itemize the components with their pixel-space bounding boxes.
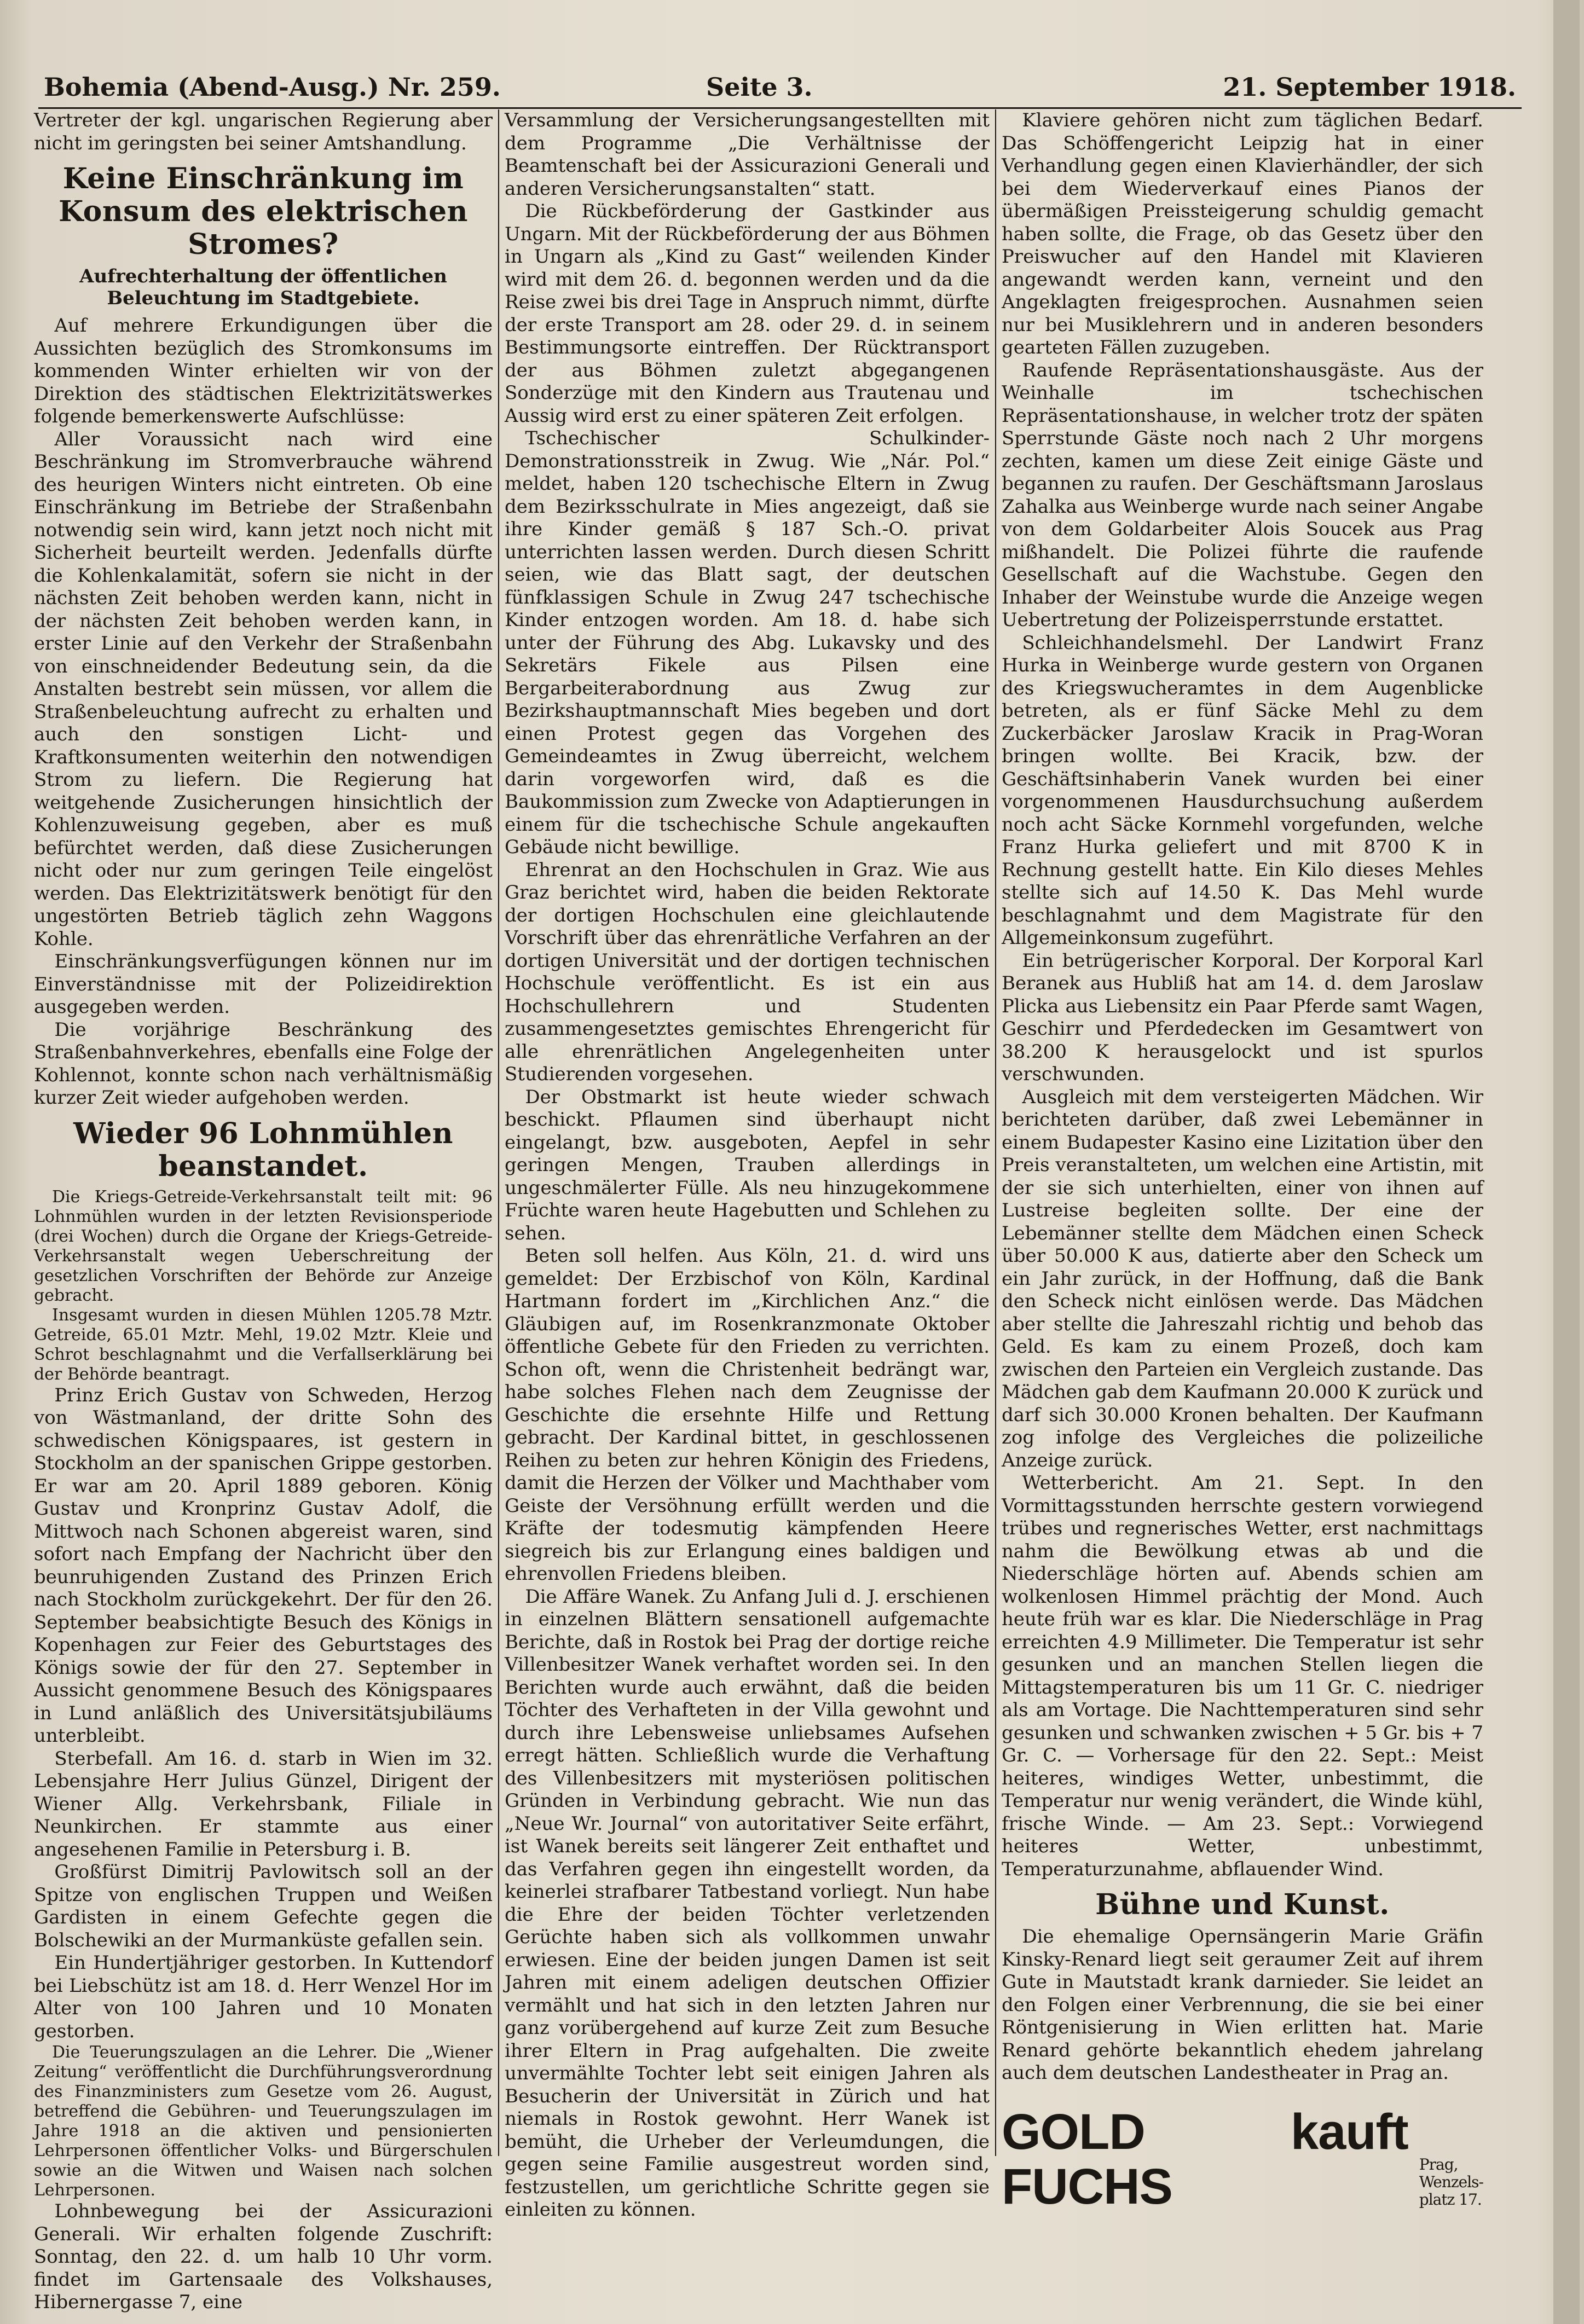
article-headline: Wieder 96 Lohnmühlen beanstandet.	[73, 1116, 453, 1183]
advertisement	[1002, 2105, 1483, 2214]
paragraph: Die ehemalige Opernsängerin Marie Gräfin Kinsky-Renard liegt seit geraumer Zeit auf ihrem Gute in Mautstadt krank darnieder. Sie leidet an den Folgen einer Verbrennung, die sie bei einer Röntgenisierung in Wien erlitten hat. Marie Renard gehörte bekanntlich ehedem jahrelang auch dem deutschen Landestheater in Prag an.	[1002, 1926, 1483, 2084]
paragraph: Lohnbewegung bei der Assicurazioni Generali. Wir erhalten folgende Zuschrift: Sonntag, den 22. d. um halb 10 Uhr vorm. findet im Gartensaale des Volkshauses, Hibernergasse 7, eine	[34, 2200, 493, 2313]
paragraph: Ausgleich mit dem versteigerten Mädchen. Wir berichteten darüber, daß zwei Lebemänner in einem Budapester Kasino eine Lizitation über den Preis veranstalteten, um welchen eine Artistin, mit der sie sich unterhielten, einer von ihnen auf Lustreise begleiten sollte. Der eine der Lebemänner stellte dem Mädchen einen Scheck über 50.000 K aus, datierte aber den Scheck um ein Jahr zurück, in der Hoffnung, daß die Bank den Scheck nicht einlösen werde. Das Mädchen aber stellte die Jahreszahl richtig und behob das Geld. Es kam zu einem Prozeß, doch kam zwischen den Parteien ein Vergleich zustande. Das Mädchen gab dem Kaufmann 20.000 K zurück und darf sich 30.000 Kronen behalten. Der Kaufmann zog infolge des Vergleiches die polizeiliche Anzeige zurück.	[1002, 1086, 1483, 1471]
advertisement-address	[1419, 2156, 1483, 2209]
paragraph: Ein betrügerischer Korporal. Der Korporal Karl Beranek aus Hubliß hat am 14. d. dem Jaroslaw Plicka aus Liebensitz ein Paar Pferde samt Wagen, Geschirr und Pferdedecken im Gesamtwert von 38.200 K herausgelockt und ist spurlos verschwunden.	[1002, 949, 1483, 1085]
paragraph: Klaviere gehören nicht zum täglichen Bedarf. Das Schöffengericht Leipzig hat in einer Verhandlung gegen einen Klavierhändler, der sich bei dem Wiederverkauf eines Pianos der übermäßigen Preissteigerung schuldig gemacht haben sollte, die Frage, ob das Gesetz über den Preiswucher auf den Handel mit Klavieren angewandt werden kann, verneint und den Angeklagten freigesprochen. Ausnahmen seien nur bei Musiklehrern und in anderen besonders gearteten Fällen zuzugeben.	[1002, 109, 1483, 358]
column-2	[505, 109, 990, 2221]
paragraph: Die Rückbeförderung der Gastkinder aus Ungarn. Mit der Rückbeförderung der aus Böhmen in Ungarn als „Kind zu Gast“ weilenden Kinder wird mit dem 26. d. begonnen werden und da die Reise zwei bis drei Tage in Anspruch nimmt, dürfte der erste Transport am 28. oder 29. d. in seinem Bestimmungsorte eintreffen. Der Rücktransport der aus Böhmen zuletzt abgegangenen Sonderzüge mit den Kindern aus Trautenau und Aussig wird erst zu einer späteren Zeit erfolgen.	[505, 200, 990, 427]
paragraph: Ehrenrat an den Hochschulen in Graz. Wie aus Graz berichtet wird, haben die beiden Rektorate der dortigen Hochschulen eine gleichlautende Vorschrift über das ehrenrätliche Verfahren an der dortigen Universität und der dortigen technischen Hochschule veröffentlicht. Es ist ein aus Hochschullehrern und Studenten zusammengesetztes gemischtes Ehrengericht für alle ehrenrätlichen Angelegenheiten unter Studierenden vorgesehen.	[505, 859, 990, 1085]
paragraph: Die vorjährige Beschränkung des Straßenbahnverkehres, ebenfalls eine Folge der Kohlennot, konnte schon nach verhältnismäßig kurzer Zeit wieder aufgehoben werden.	[34, 1018, 493, 1109]
paragraph: Versammlung der Versicherungsangestellten mit dem Programme „Die Verhältnisse der Beamtenschaft bei der Assicurazioni Generali und anderen Versicherungsanstalten“ statt.	[505, 109, 990, 200]
address-line: Wenzels-	[1419, 2172, 1483, 2191]
section-headline: Bühne und Kunst.	[1095, 1888, 1390, 1921]
column-divider-1	[498, 109, 499, 2156]
paragraph: Der Obstmarkt ist heute wieder schwach beschickt. Pflaumen sind überhaupt nicht eingelangt, bzw. ausgeboten, Aepfel in sehr geringen Mengen, Trauben allerdings in ungeschmälerter Fülle. Als neu hinzugekommene Früchte waren heute Hagebutten und Schlehen zu sehen.	[505, 1086, 990, 1244]
paragraph: Insgesamt wurden in diesen Mühlen 1205.78 Mztr. Getreide, 65.01 Mztr. Mehl, 19.02 Mztr. Kleie und Schrot beschlagnahmt und die Verfallserklärung bei der Behörde beantragt.	[34, 1305, 493, 1384]
address-line: platz 17.	[1419, 2190, 1482, 2209]
paragraph: Ein Hundertjähriger gestorben. In Kuttendorf bei Liebschütz ist am 18. d. Herr Wenzel Hor im Alter von 100 Jahren und 10 Monaten gestorben.	[34, 1952, 493, 2042]
paragraph: Sterbefall. Am 16. d. starb in Wien im 32. Lebensjahre Herr Julius Günzel, Dirigent der Wiener Allg. Verkehrsbank, Filiale in Neunkirchen. Er stammte aus einer angesehenen Familie in Petersburg i. B.	[34, 1747, 493, 1861]
article-subheadline: Aufrechterhaltung der öffentlichen Beleuchtung im Stadtgebiete.	[79, 265, 447, 309]
paragraph: Die Affäre Wanek. Zu Anfang Juli d. J. erschienen in einzelnen Blättern sensationell aufgemachte Berichte, daß in Rostok bei Prag der dortige reiche Villenbesitzer Wanek verhaftet worden sei. In den Berichten wurde auch erwähnt, daß die beiden Töchter des Verhafteten in der Villa gewohnt und durch ihre Lebensweise unliebsames Aufsehen erregt hätten. Schließlich wurde die Verhaftung des Villenbesitzers mit mysteriösen politischen Gründen in Verbindung gebracht. Wie nun das „Neue Wr. Journal“ von autoritativer Seite erfährt, ist Wanek bereits seit längerer Zeit enthaftet und das Verfahren gegen ihn eingestellt worden, da keinerlei strafbarer Tatbestand vorliegt. Nun habe die Ehre der beiden Töchter verletzenden Gerüchte haben sich als vollkommen unwahr erwiesen. Eine der beiden jungen Damen ist seit Jahren mit einem adeligen deutschen Offizier vermählt und hat sich in den letzten Jahren nur ganz vorübergehend auf kurze Zeit zum Besuche ihrer Eltern in Prag aufgehalten. Die zweite unvermählte Tochter lebt seit einigen Jahren als Besucherin der Universität in Zürich und hat niemals in Rostok gewohnt. Herr Wanek ist bemüht, die Urheber der Verleumdungen, die gegen seine Familie ausgestreut worden sind, festzustellen, um gerichtliche Schritte gegen sie einleiten zu können.	[505, 1585, 990, 2221]
address-line: Prag,	[1419, 2155, 1458, 2174]
paragraph: Schleichhandelsmehl. Der Landwirt Franz Hurka in Weinberge wurde gestern von Organen des Kriegswucheramtes in dem Augenblicke betreten, als er fünf Säcke Mehl zu dem Zuckerbäcker Jaroslaw Kracik in Prag-Woran bringen wollte. Bei Kracik, bzw. der Geschäftsinhaberin Vanek wurden bei einer vorgenommenen Hausdurchsuchung außerdem noch acht Säcke Kornmehl vorgefunden, welche Franz Hurka geliefert und mit 8700 K in Rechnung gestellt hatte. Ein Kilo dieses Mehles stellte sich auf 14.50 K. Das Mehl wurde beschlagnahmt und dem Magistrate für den Allgemeinkonsum zugeführt.	[1002, 631, 1483, 949]
paragraph: Vertreter der kgl. ungarischen Regierung aber nicht im geringsten bei seiner Amtshandlung.	[34, 109, 493, 154]
page-header	[33, 61, 1522, 111]
paragraph: Prinz Erich Gustav von Schweden, Herzog von Wästmanland, der dritte Sohn des schwedischen Königspaares, ist gestern in Stockholm an der spanischen Grippe gestorben. Er war am 20. April 1889 geboren. König Gustav und Kronprinz Gustav Adolf, die Mittwoch nach Schonen abgereist waren, sind sofort nach Empfang der Nachricht über den beunruhigenden Zustand des Prinzen Erich nach Stockholm zurückgekehrt. Der für den 26. September beabsichtigte Besuch des Königs in Kopenhagen zur Feier des Geburtstages des Königs sowie der für den 27. September in Aussicht genommene Besuch des Königspaares in Lund anläßlich des Universitätsjubiläums unterbleibt.	[34, 1384, 493, 1747]
paragraph: Aller Voraussicht nach wird eine Beschränkung im Stromverbrauche während des heurigen Winters nicht eintreten. Ob eine Einschränkung im Betriebe der Straßenbahn notwendig sein wird, kann jetzt noch nicht mit Sicherheit beurteilt werden. Jedenfalls dürfte die Kohlenkalamität, sofern sie nicht in der nächsten Zeit behoben werden kann, nicht in der nächsten Zeit behoben werden kann, in erster Linie auf den Verkehr der Straßenbahn von einschneidender Bedeutung sein, da die Anstalten bestrebt sein müssen, vor allem die Straßenbeleuchtung aufrecht zu erhalten und auch den sonstigen Licht- und Kraftkonsumenten weiterhin den notwendigen Strom zu liefern. Die Regierung hat weitgehende Zusicherungen hinsichtlich der Kohlenzuweisung gegeben, aber es muß befürchtet werden, daß diese Zusicherungen nicht oder nur zum geringen Teile eingelöst werden. Das Elektrizitätswerk benötigt für den ungestörten Betrieb täglich zehn Waggons Kohle.	[34, 428, 493, 950]
header-edition: Bohemia (Abend-Ausg.) Nr. 259.	[44, 72, 501, 102]
paragraph: Die Teuerungszulagen an die Lehrer. Die „Wiener Zeitung“ veröffentlicht die Durchführungsverordnung des Finanzministers zum Gesetze vom 26. August, betreffend die Gebühren- und Teuerungszulagen im Jahre 1918 an die aktiven und pensionierten Lehrpersonen öffentlicher Volks- und Bürgerschulen sowie an die Witwen und Waisen nach solchen Lehrpersonen.	[34, 2043, 493, 2200]
article-headline: Keine Einschränkung im Konsum des elektrischen Stromes?	[59, 162, 468, 261]
paragraph: Raufende Repräsentationshausgäste. Aus der Weinhalle im tschechischen Repräsentationshause, in welcher trotz der späten Sperrstunde Gäste noch nach 2 Uhr morgens zechten, kamen um diese Zeit einige Gäste und begannen zu raufen. Der Geschäftsmann Jaroslaus Zahalka aus Weinberge wurde nach seiner Angabe von dem Goldarbeiter Alois Soucek aus Prag mißhandelt. Die Polizei führte die raufende Gesellschaft auf die Wachstube. Gegen den Inhaber der Weinstube wurde die Anzeige wegen Uebertretung der Polizeisperrstunde erstattet.	[1002, 359, 1483, 631]
column-1	[34, 109, 493, 2313]
paragraph: Großfürst Dimitrij Pavlowitsch soll an der Spitze von englischen Truppen und Weißen Gardisten in einem Gefechte gegen die Bolschewiki an der Murmanküste gefallen sein.	[34, 1861, 493, 1951]
column-3	[1002, 109, 1483, 2215]
binding-edge	[1553, 0, 1580, 2324]
advertisement-title: GOLD kauft FUCHS	[1002, 2103, 1408, 2215]
header-rule	[38, 107, 1522, 109]
paragraph: Wetterbericht. Am 21. Sept. In den Vormittagsstunden herrschte gestern vorwiegend trübes und regnerisches Wetter, erst nachmittags nahm die Bewölkung etwas ab und die Niederschläge hörten auf. Abends schien am wolkenlosen Himmel prächtig der Mond. Auch heute früh war es klar. Die Niederschläge in Prag erreichten 4.9 Millimeter. Die Temperatur ist sehr gesunken und an manchen Stellen liegen die Mittagstemperaturen bis um 11 Gr. C. niedriger als am Vortage. Die Nachttemperaturen sind sehr gesunken und schwanken zwischen + 5 Gr. bis + 7 Gr. C. — Vorhersage für den 22. Sept.: Meist heiteres, windiges Wetter, unbestimmt, die Temperatur nur wenig verändert, die Winde kühl, frische Winde. — Am 23. Sept.: Vorwiegend heiteres Wetter, unbestimmt, Temperaturzunahme, abflauender Wind.	[1002, 1472, 1483, 1880]
header-date: 21. September 1918.	[1223, 72, 1516, 102]
paragraph: Tschechischer Schulkinder-Demonstrationsstreik in Zwug. Wie „Nár. Pol.“ meldet, haben 120 tschechische Eltern in Zwug dem Bezirksschulrate in Mies angezeigt, daß sie ihre Kinder gemäß § 187 Sch.-O. privat unterrichten lassen werden. Durch diesen Schritt seien, wie das Blatt sagt, der deutschen fünfklassigen Schule in Zwug 247 tschechische Kinder entzogen worden. Am 18. d. habe sich unter der Führung des Abg. Lukavsky und des Sekretärs Fikele aus Pilsen eine Bergarbeiterabordnung aus Zwug zur Bezirkshauptmannschaft Mies begeben und dort einen Protest gegen das Vorgehen des Gemeindeamtes in Zwug überreicht, welchem darin vorgeworfen wird, daß es die Baukommission zum Zwecke von Adaptierungen in einem für die tschechische Schule angekauften Gebäude nicht bewillige.	[505, 427, 990, 858]
paragraph: Die Kriegs-Getreide-Verkehrsanstalt teilt mit: 96 Lohnmühlen wurden in der letzten Revisionsperiode (drei Wochen) durch die Organe der Kriegs-Getreide-Verkehrsanstalt wegen Ueberschreitung der gesetzlichen Vorschriften der Behörde zur Anzeige gebracht.	[34, 1187, 493, 1305]
column-divider-2	[995, 109, 996, 2156]
paragraph: Einschränkungsverfügungen können nur im Einverständnisse mit der Polizeidirektion ausgegeben werden.	[34, 951, 493, 1018]
paragraph: Auf mehrere Erkundigungen über die Aussichten bezüglich des Stromkonsums im kommenden Winter erhielten wir von der Direktion des städtischen Elektrizitätswerkes folgende bemerkenswerte Aufschlüsse:	[34, 315, 493, 427]
paragraph: Beten soll helfen. Aus Köln, 21. d. wird uns gemeldet: Der Erzbischof von Köln, Kardinal Hartmann fordert im „Kirchlichen Anz.“ die Gläubigen auf, im Rosenkranzmonate Oktober öffentliche Gebete für den Frieden zu verrichten. Schon oft, wenn die Christenheit bedrängt war, habe solches Flehen nach dem Zeugnisse der Geschichte die ersehnte Hilfe und Rettung gebracht. Der Kardinal bittet, in geschlossenen Reihen zu beten zur hehren Königin des Friedens, damit die Herzen der Völker und Machthaber vom Geiste der Versöhnung erfüllt werden und die Kräfte der todesmutig kämpfenden Heere siegreich bis zur Erlangung eines baldigen und ehrenvollen Friedens bleiben.	[505, 1245, 990, 1585]
header-page-number: Seite 3.	[706, 72, 813, 102]
